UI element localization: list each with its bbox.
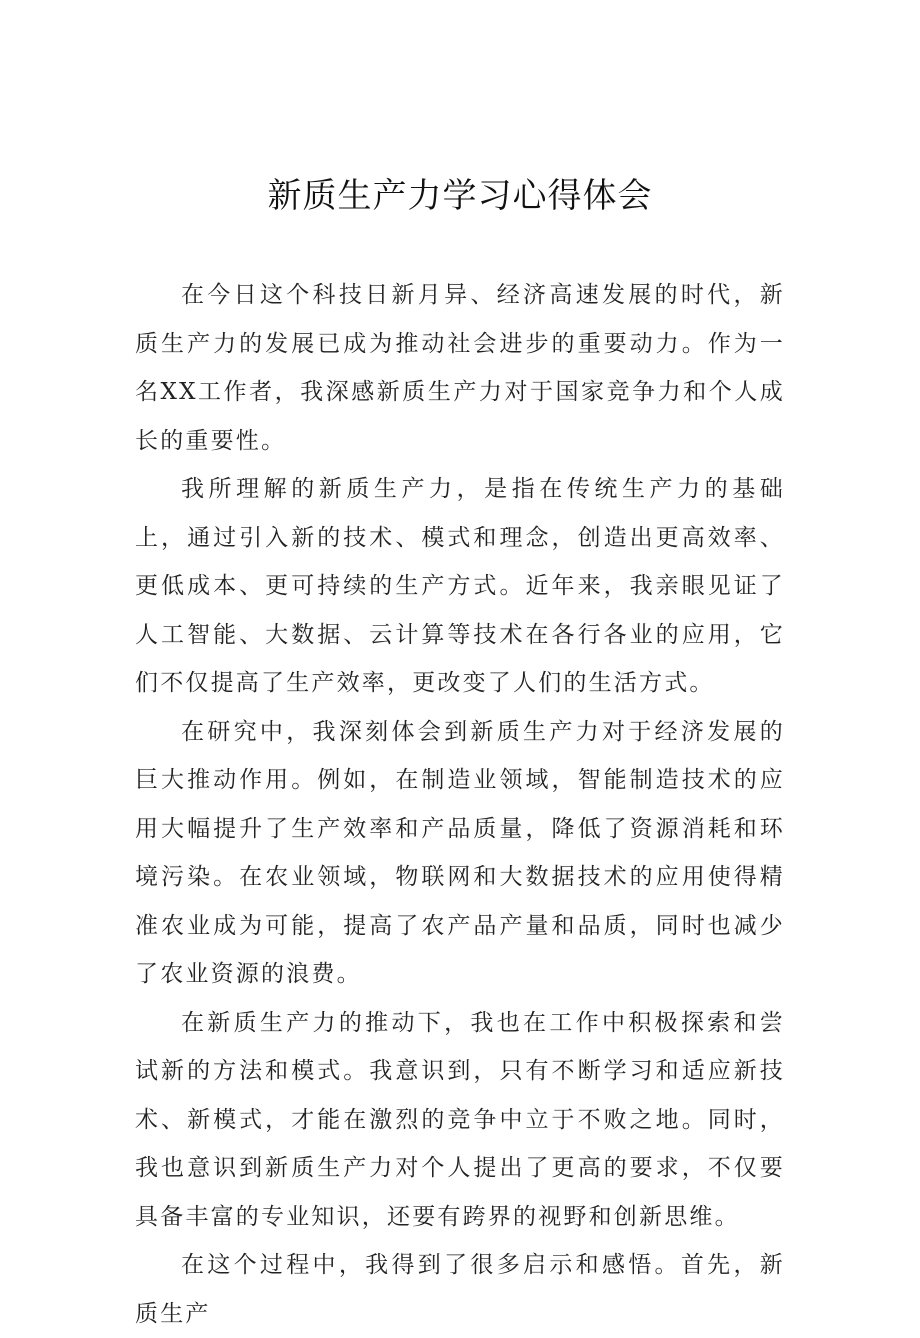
- paragraph-5: 在这个过程中，我得到了很多启示和感悟。首先，新质生产: [135, 1252, 785, 1327]
- paragraph-4: 在新质生产力的推动下，我也在工作中积极探索和尝试新的方法和模式。我意识到，只有不断学习和适应新技术、新模式，才能在激烈的竞争中立于不败之地。同时，我也意识到新质生产力对个人提出了更高的要求，不仅要具备丰富的专业知识，还要有跨界的视野和创新思维。: [135, 1009, 785, 1230]
- paragraph-3: 在研究中，我深刻体会到新质生产力对于经济发展的巨大推动作用。例如，在制造业领域，智能制造技术的应用大幅提升了生产效率和产品质量，降低了资源消耗和环境污染。在农业领域，物联网和大数据技术的应用使得精准农业成为可能，提高了农产品产量和品质，同时也减少了农业资源的浪费。: [135, 718, 785, 987]
- paragraph-2: 我所理解的新质生产力，是指在传统生产力的基础上，通过引入新的技术、模式和理念，创造出更高效率、更低成本、更可持续的生产方式。近年来，我亲眼见证了人工智能、大数据、云计算等技术在各行各业的应用，它们不仅提高了生产效率，更改变了人们的生活方式。: [135, 476, 785, 696]
- document-title: 新质生产力学习心得体会: [267, 176, 653, 216]
- document-body: [135, 271, 785, 1338]
- paragraph-1: 在今日这个科技日新月异、经济高速发展的时代，新质生产力的发展已成为推动社会进步的重要动力。作为一名XX工作者，我深感新质生产力对于国家竞争力和个人成长的重要性。: [135, 282, 785, 454]
